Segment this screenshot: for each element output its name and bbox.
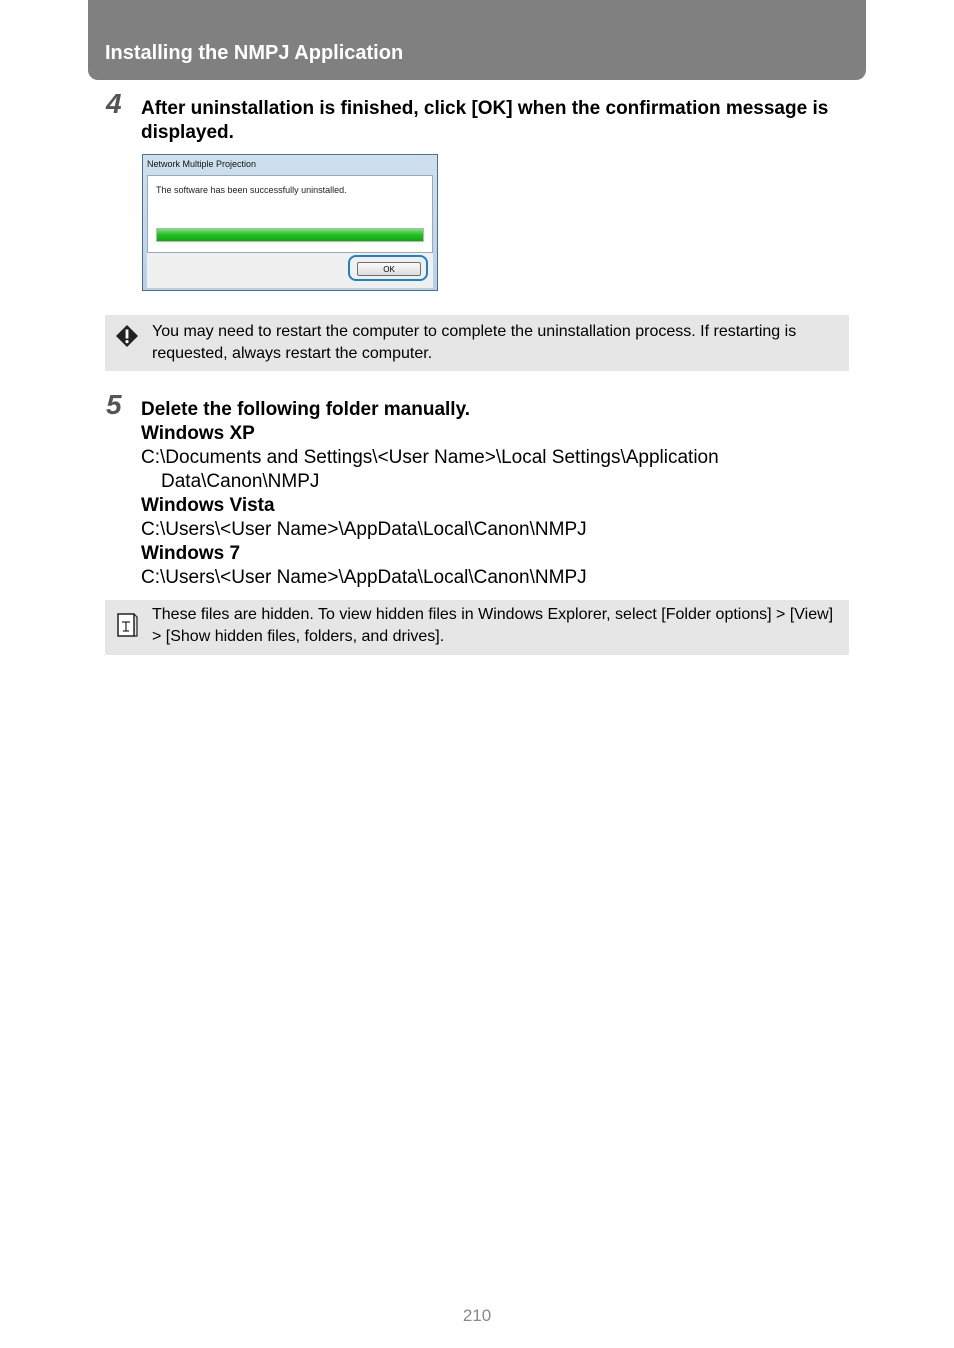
os-name-vista: Windows Vista <box>141 495 275 516</box>
dialog-title: Network Multiple Projection <box>147 159 257 169</box>
path-xp-line2: Data\Canon\NMPJ <box>161 471 320 492</box>
dialog-message: The software has been successfully uninstalled. <box>156 185 347 195</box>
section-header <box>88 0 866 80</box>
memo-note-text: These files are hidden. To view hidden files in Windows Explorer, select [Folder options] > [View] > [Show hidden files, folders, and drives]. <box>152 606 834 645</box>
step-4-number: 4 <box>106 88 122 119</box>
path-win7: C:\Users\<User Name>\AppData\Local\Canon\NMPJ <box>141 567 587 588</box>
caution-icon <box>115 324 139 348</box>
dialog-footer <box>147 253 433 288</box>
caution-note-text: You may need to restart the computer to complete the uninstallation process. If restarting is requested, always restart the computer. <box>152 323 797 362</box>
ok-button[interactable]: OK <box>357 262 421 276</box>
step-5-number: 5 <box>106 389 122 420</box>
progress-fill <box>157 229 423 241</box>
memo-icon <box>115 611 139 639</box>
uninstall-dialog-screenshot <box>142 154 438 291</box>
os-name-xp: Windows XP <box>141 423 255 444</box>
step-5-content <box>141 398 851 590</box>
memo-note <box>105 600 849 655</box>
ok-highlight-ring <box>348 255 428 281</box>
os-name-win7: Windows 7 <box>141 543 241 564</box>
caution-note <box>105 315 849 371</box>
dialog-body <box>147 175 433 253</box>
section-title: Installing the NMPJ Application <box>105 42 404 64</box>
step-4-text: After uninstallation is finished, click [OK] when the confirmation message is displayed. <box>141 98 829 143</box>
step-5-heading: Delete the following folder manually. <box>141 399 471 420</box>
progress-bar <box>156 228 424 242</box>
page-number: 210 <box>462 1306 492 1325</box>
path-xp-line1: C:\Documents and Settings\<User Name>\Local Settings\Application <box>141 447 719 468</box>
path-vista: C:\Users\<User Name>\AppData\Local\Canon\NMPJ <box>141 519 587 540</box>
